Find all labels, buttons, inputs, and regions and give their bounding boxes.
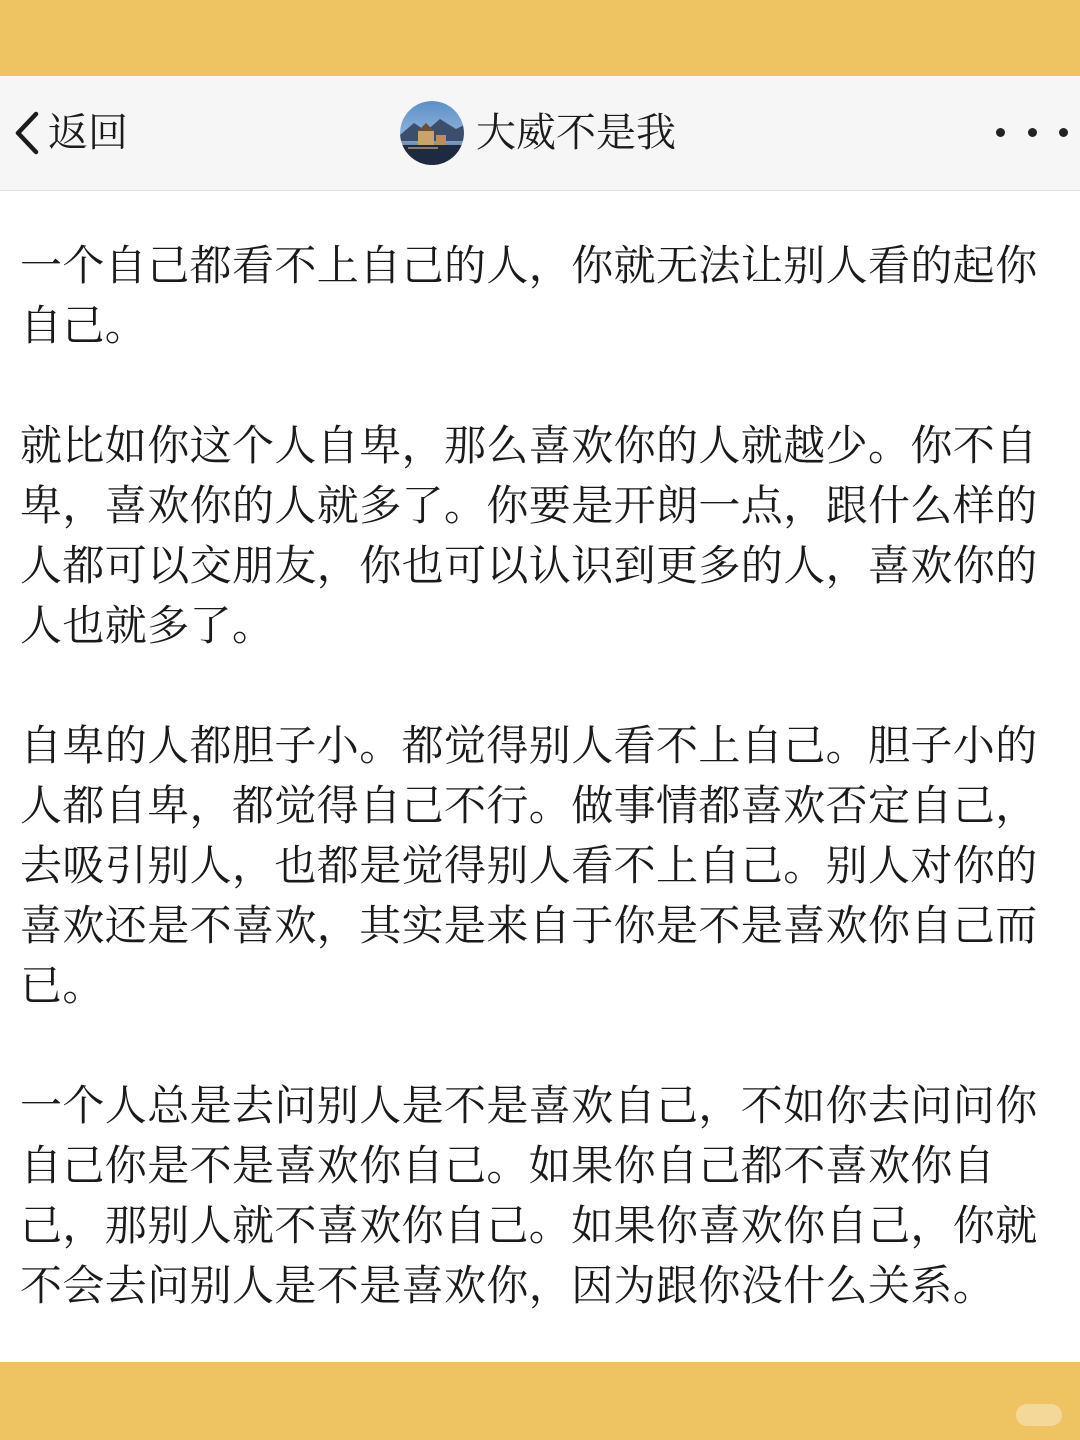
more-dots-icon: [996, 128, 1005, 137]
back-button[interactable]: [10, 104, 128, 162]
watermark: [1016, 1404, 1062, 1426]
chevron-left-icon: [10, 108, 44, 158]
nav-bar: [0, 76, 1080, 191]
post-paragraph: 自卑的人都胆子小。都觉得别人看不上自己。胆子小的人都自卑，都觉得自己不行。做事情都喜欢否定自己，去吸引别人，也都是觉得别人看不上自己。别人对你的喜欢还是不喜欢，其实是来自于你是不是喜欢你自己而已。: [20, 721, 1038, 1010]
top-decor-band: [0, 0, 1080, 76]
user-header[interactable]: [400, 101, 676, 165]
post-paragraph: 一个自己都看不上自己的人，你就无法让别人看的起你自己。: [20, 241, 1038, 350]
more-dots-icon: [1059, 128, 1068, 137]
post-paragraph: 就比如你这个人自卑，那么喜欢你的人就越少。你不自卑，喜欢你的人就多了。你要是开朗一点，跟什么样的人都可以交朋友，你也可以认识到更多的人，喜欢你的人也就多了。: [20, 421, 1038, 650]
more-button[interactable]: [996, 114, 1068, 150]
post-paragraph: 一个人总是去问别人是不是喜欢自己，不如你去问问你自己你是不是喜欢你自己。如果你自己都不喜欢你自己，那别人就不喜欢你自己。如果你喜欢你自己，你就不会去问别人是不是喜欢你，因为跟你没什么关系。: [20, 1081, 1038, 1310]
back-label: 返回: [48, 110, 128, 156]
post-content: [20, 236, 1046, 1376]
username[interactable]: 大威不是我: [476, 110, 676, 156]
avatar[interactable]: [400, 101, 464, 165]
bottom-decor-band: [0, 1362, 1080, 1440]
more-dots-icon: [1028, 128, 1037, 137]
